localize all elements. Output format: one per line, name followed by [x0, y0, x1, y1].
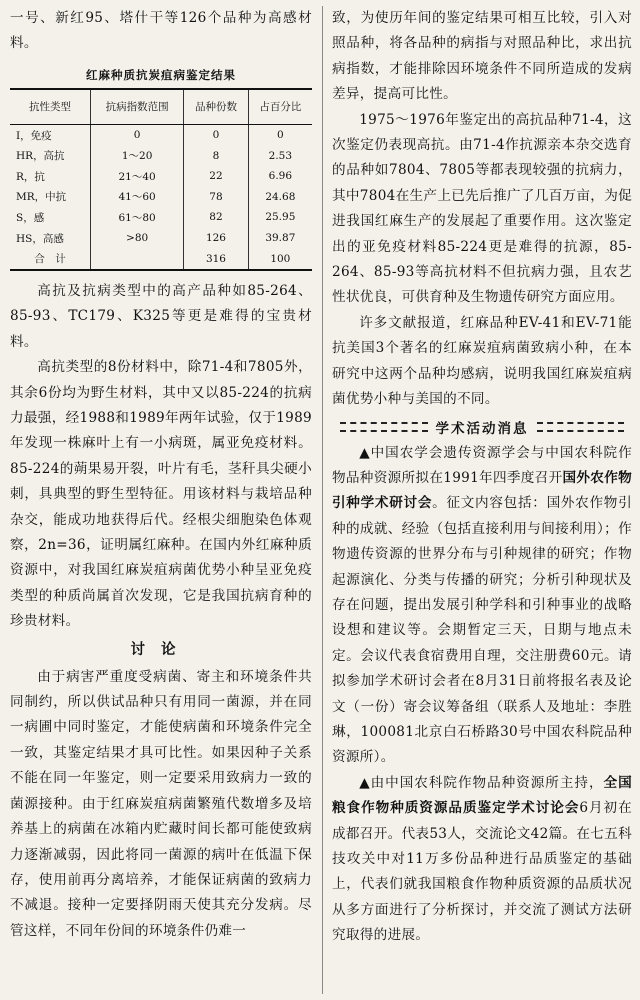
news-item-event-name: 全国粮食作物种质资源品质鉴定学术讨论会 [332, 774, 632, 817]
results-table [10, 88, 312, 271]
cell-type: HS，高感 [16, 232, 64, 245]
cell-count: 78 [184, 187, 248, 208]
section-heading-discussion: 讨论 [130, 640, 192, 658]
news-section-title: 学术活动消息 [435, 420, 529, 437]
table-row [10, 166, 312, 187]
cell-percent: 24.68 [248, 187, 312, 208]
cell-range: 41～60 [90, 187, 183, 208]
paragraph: 高抗及抗病类型中的高产品种如85-264、85-93、TC179、K325等更是难得的宝贵材料。 [10, 282, 312, 350]
cell-type: HR，高抗 [16, 150, 65, 163]
cell-range: 1～20 [90, 145, 183, 166]
paragraph: 许多文献报道，红麻品种EV-41和EV-71能抗美国3个著名的红麻炭疽病菌致病小种，在本研究中这两个品种均感病，说明我国红麻炭疽病菌优势小种与美国的不同。 [332, 314, 632, 408]
col-header-resistance-type: 抗性类型 [10, 89, 90, 125]
paragraph: 由于病害严重度受病菌、寄主和环境条件共同制约，所以供试品种只有用同一菌源，并在同一病圃中同时鉴定，才能使病菌和环境条件完全一致，其鉴定结果才具可比性。如果因种子关系不能在同一年鉴定，则一定要采用致病力一致的菌源接种。由于红麻炭疽病菌繁殖代数增多及培养基上的病菌在冰箱内贮藏时间长都可能使致病力逐渐减弱，因此将同一菌源的病叶在低温下保存，使用前再分离培养，才能保证病菌的致病力不减退。接种一定要择阴雨天使其充分发病。尽管这样，不同年份间的环境条件仍难一 [10, 668, 312, 939]
cell-count: 0 [184, 124, 248, 145]
news-item-text: ▲由中国农科院作物品种资源所主持， [359, 774, 604, 791]
cell-total-label: 合 计 [10, 248, 90, 270]
cell-total-count: 316 [184, 248, 248, 270]
cell-count: 22 [184, 166, 248, 187]
cell-type: R，抗 [16, 170, 45, 183]
table-row [10, 124, 312, 145]
cell-count: 126 [184, 228, 248, 249]
cell-percent: 39.87 [248, 228, 312, 249]
cell-range: >80 [90, 228, 183, 249]
col-header-count: 品种份数 [184, 89, 248, 125]
wavy-rule-right [537, 422, 625, 432]
paragraph-continuation: 一号、新红95、塔什干等126个品种为高感材料。 [10, 10, 312, 52]
cell-range: 61～80 [90, 207, 183, 228]
cell-range: 0 [90, 124, 183, 145]
cell-percent: 6.96 [248, 166, 312, 187]
table-row [10, 228, 312, 249]
table-total-row [10, 248, 312, 270]
paragraph: 高抗类型的8份材料中，除71-4和7805外，其余6份均为野生材料，其中又以85-224的抗病力最强，经1988和1989年两年试验，仅于1989年发现一株麻叶上有一小病斑，属亚免疫材料。85-224的蒴果易开裂，叶片有毛，茎秆具尖硬小刺，具典型的野生型特征。用该材料与栽培品种杂交，能成功地获得后代。经根尖细胞染色体观察，2n=36，证明属红麻种。在国内外红麻种质资源中，对我国红麻炭疽病菌优势小种呈亚免疫类型的种质尚属首次发现，它是我国抗病育种的珍贵材料。 [10, 359, 312, 630]
wavy-rule-left [340, 422, 428, 432]
cell-percent: 0 [248, 124, 312, 145]
column-divider [322, 6, 323, 994]
table-row [10, 145, 312, 166]
right-column [332, 6, 632, 949]
news-section-header [332, 413, 632, 441]
table-header-row [10, 89, 312, 125]
news-item-text: ▲中国农学会遗传资源学会与中国农科院作物品种资源所拟在1991年四季度召开 [332, 444, 632, 486]
news-item [332, 441, 632, 771]
left-column [10, 6, 312, 944]
results-table-block [10, 67, 312, 271]
table-row [10, 187, 312, 208]
col-header-percent: 占百分比 [248, 89, 312, 125]
col-header-index-range: 抗病指数范围 [90, 89, 183, 125]
news-item-text: 。征文内容包括：国外农作物引种的成就、经验（包括直接利用与间接利用）；作物遗传资源的世界分布与引种规律的研究；作物起源演化、分类与传播的研究；分析引种现状及存在问题，提出发展引种学科和引种事业的战略设想和建议等。会期暂定三天，日期与地点未定。会议代表食宿费用自理，交注册费60元。请拟参加学术研讨会者在8月31日前将报名表及论文（一份）寄会议筹备组（联系人及地址：李胜琳，100081北京白石桥路30号中国农科院品种资源所）。 [332, 495, 632, 766]
news-item [332, 771, 632, 949]
cell-percent: 2.53 [248, 145, 312, 166]
paragraph-continuation: 致，为使历年间的鉴定结果可相互比较，引入对照品种，将各品种的病指与对照品种比，求出抗病指数，才能排除因环境条件不同所造成的发病差异，提高可比性。 [332, 10, 632, 103]
cell-percent: 25.95 [248, 207, 312, 228]
table-title: 红麻种质抗炭疽病鉴定结果 [86, 67, 236, 82]
cell-count: 82 [184, 207, 248, 228]
cell-type: MR，中抗 [16, 191, 67, 204]
paragraph: 1975～1976年鉴定出的高抗品种71-4，这次鉴定仍表现高抗。由71-4作抗源亲本杂交选育的品种如7804、7805等都表现较强的抗病力，其中7804在生产上已先后推广了几百万亩，为促进我国红麻生产的发展起了重要作用。这次鉴定出的亚免疫材料85-224更是难得的抗源，85-264、85-93等高抗材料不但抗病力强，且农艺性状优良，可供育种及生物遗传研究方面应用。 [332, 111, 632, 306]
cell-type: I，免疫 [16, 129, 52, 142]
cell-range: 21～40 [90, 166, 183, 187]
news-item-text: 6月初在成都召开。代表53人，交流论文42篇。在七五科技攻关中对11万多份品种进行品质鉴定的基础上，代表们就我国粮食作物种质资源的品质状况从多方面进行了分析探讨，并交流了测试方法研究取得的进展。 [332, 800, 632, 944]
cell-total-percent: 100 [248, 248, 312, 270]
cell-total-range [90, 248, 183, 270]
cell-count: 8 [184, 145, 248, 166]
news-item-event-name: 国外农作物引种学术研讨会 [332, 469, 632, 512]
cell-type: S，感 [16, 211, 45, 224]
table-row [10, 207, 312, 228]
